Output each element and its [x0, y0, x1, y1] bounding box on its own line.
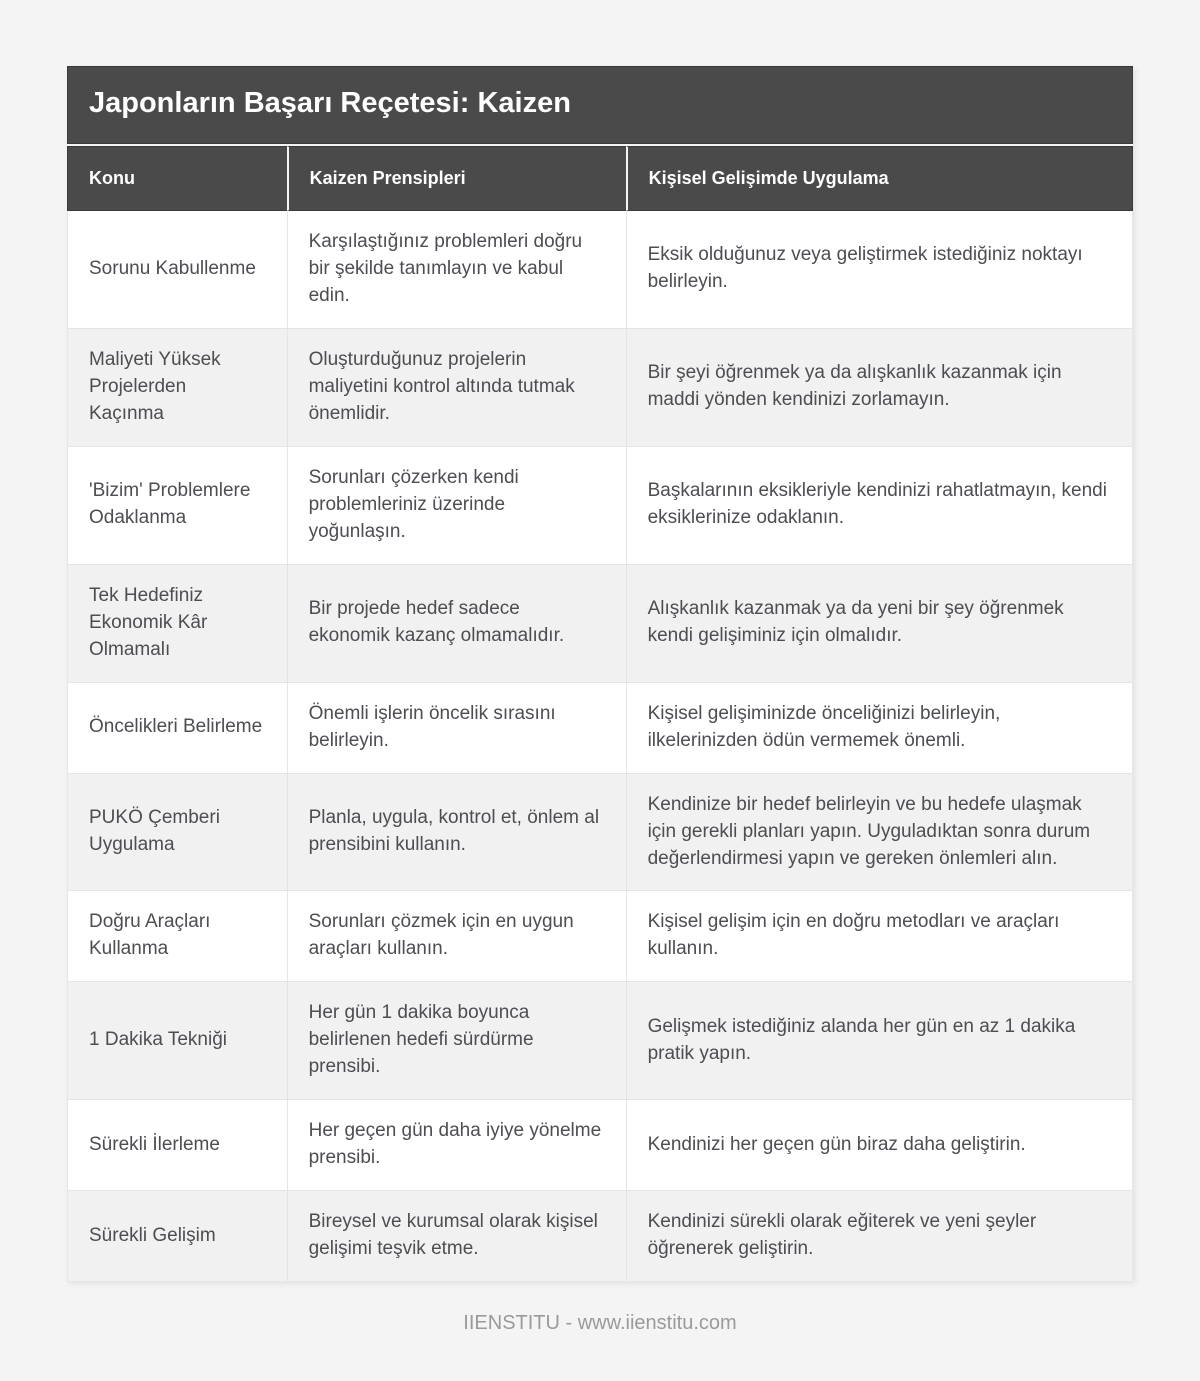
cell-konu: Maliyeti Yüksek Projelerden Kaçınma [67, 328, 287, 446]
cell-prensip: Sorunları çözmek için en uygun araçları kullanın. [287, 890, 626, 981]
table-row [67, 564, 1133, 682]
header-kisisel-gelisimde-uygulama: Kişisel Gelişimde Uygulama [626, 146, 1133, 211]
cell-prensip: Oluşturduğunuz projelerin maliyetini kontrol altında tutmak önemlidir. [287, 328, 626, 446]
cell-konu: 'Bizim' Problemlere Odaklanma [67, 446, 287, 564]
table-row [67, 1099, 1133, 1190]
table-row [67, 682, 1133, 773]
table-row [67, 1190, 1133, 1282]
cell-prensip: Planla, uygula, kontrol et, önlem al prensibini kullanın. [287, 773, 626, 891]
header-konu: Konu [67, 146, 287, 211]
cell-konu: Sorunu Kabullenme [67, 211, 287, 328]
cell-konu: Sürekli İlerleme [67, 1099, 287, 1190]
cell-uygulama: Kendinizi sürekli olarak eğiterek ve yeni şeyler öğrenerek geliştirin. [626, 1190, 1133, 1282]
cell-prensip: Önemli işlerin öncelik sırasını belirleyin. [287, 682, 626, 773]
table-row [67, 890, 1133, 981]
cell-uygulama: Eksik olduğunuz veya geliştirmek istediğiniz noktayı belirleyin. [626, 211, 1133, 328]
cell-prensip: Her gün 1 dakika boyunca belirlenen hedefi sürdürme prensibi. [287, 981, 626, 1099]
cell-konu: Doğru Araçları Kullanma [67, 890, 287, 981]
cell-uygulama: Kişisel gelişiminizde önceliğinizi belirleyin, ilkelerinizden ödün vermemek önemli. [626, 682, 1133, 773]
cell-uygulama: Alışkanlık kazanmak ya da yeni bir şey öğrenmek kendi gelişiminiz için olmalıdır. [626, 564, 1133, 682]
table-row [67, 446, 1133, 564]
cell-uygulama: Gelişmek istediğiniz alanda her gün en az 1 dakika pratik yapın. [626, 981, 1133, 1099]
kaizen-table [67, 146, 1133, 1282]
cell-konu: Tek Hedefiniz Ekonomik Kâr Olmamalı [67, 564, 287, 682]
table-row [67, 981, 1133, 1099]
table-body [67, 211, 1133, 1282]
kaizen-table-card [67, 66, 1133, 1282]
cell-uygulama: Başkalarının eksikleriyle kendinizi rahatlatmayın, kendi eksiklerinize odaklanın. [626, 446, 1133, 564]
cell-konu: PUKÖ Çemberi Uygulama [67, 773, 287, 891]
cell-uygulama: Kendinizi her geçen gün biraz daha geliştirin. [626, 1099, 1133, 1190]
header-kaizen-prensipleri: Kaizen Prensipleri [287, 146, 626, 211]
table-row [67, 773, 1133, 891]
cell-uygulama: Kendinize bir hedef belirleyin ve bu hedefe ulaşmak için gerekli planları yapın. Uyguladıktan sonra durum değerlendirmesi yapın ve gereken önlemleri alın. [626, 773, 1133, 891]
footer-credit: IIENSTITU - www.iienstitu.com [463, 1312, 737, 1335]
cell-prensip: Sorunları çözerken kendi problemleriniz üzerinde yoğunlaşın. [287, 446, 626, 564]
cell-konu: Öncelikleri Belirleme [67, 682, 287, 773]
cell-prensip: Her geçen gün daha iyiye yönelme prensibi. [287, 1099, 626, 1190]
table-row [67, 328, 1133, 446]
cell-uygulama: Kişisel gelişim için en doğru metodları ve araçları kullanın. [626, 890, 1133, 981]
page-title: Japonların Başarı Reçetesi: Kaizen [67, 66, 1133, 144]
table-row [67, 211, 1133, 328]
header-row [67, 146, 1133, 211]
cell-konu: Sürekli Gelişim [67, 1190, 287, 1282]
cell-prensip: Karşılaştığınız problemleri doğru bir şekilde tanımlayın ve kabul edin. [287, 211, 626, 328]
cell-konu: 1 Dakika Tekniği [67, 981, 287, 1099]
cell-prensip: Bir projede hedef sadece ekonomik kazanç olmamalıdır. [287, 564, 626, 682]
cell-prensip: Bireysel ve kurumsal olarak kişisel gelişimi teşvik etme. [287, 1190, 626, 1282]
table-header [67, 146, 1133, 211]
cell-uygulama: Bir şeyi öğrenmek ya da alışkanlık kazanmak için maddi yönden kendinizi zorlamayın. [626, 328, 1133, 446]
